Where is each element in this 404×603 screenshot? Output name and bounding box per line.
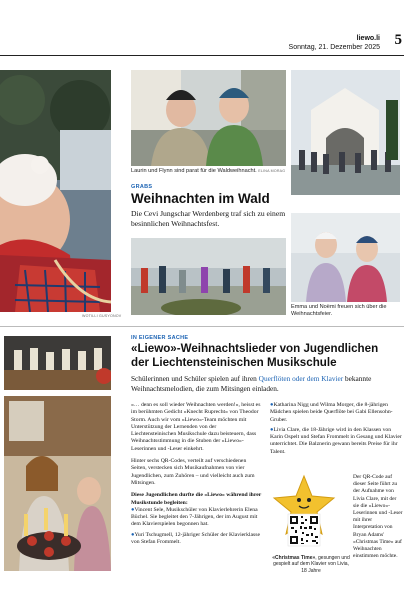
photo-church [291, 70, 400, 195]
bullet-dot: ● [131, 506, 135, 513]
col1-paragraph-2: Hinter sechs QR-Codes, verteilt auf verschiedenen Seiten, verstecken sich Musikaufnahmen von vier Jugendlichen, zum Zuhören – und vielleicht auch zum Mitsingen. [131, 458, 255, 486]
bullet-dot: ● [131, 531, 135, 538]
photo1-caption: Laurin und Flynn sind parat für die Waldweihnacht. ELINA MORAG [131, 168, 286, 174]
photo-girl-craft [4, 396, 111, 571]
weihnachten-headline: Weihnachten im Wald [131, 191, 270, 206]
article-column-1 [131, 402, 262, 551]
qr-side-text: Der QR-Code auf dieser Seite führt zu der Aufnahme von Livia Clare, mit der sie die «Liewo»-Leserinnen und -Leser mit ihrer Interpretation von Bryan Adams' «Christmas Time» auf Weihnachten einstimmen möchte. [353, 474, 403, 560]
bullet-livia: ●Livia Clare, die 18-Jährige wird in den Klassen von Karin Ospelt und Stefan Frommelt in Gesang und Klavier unterrichtet. Die Balznerin gewann bereits Preise für ihr Talent. [270, 426, 402, 455]
col1-paragraph-1: «… denn es soll wieder Weihnachten werden!», heisst es im berühmten Gedicht «Knecht Ruprecht» von Theodor Storm. Auch wir vom «Liewo»-Team möchten mit Unterstützung der Lernenden von der Liechtensteinischen Musikschule dazu beisteuern, dass Weihnachtsstimmung in die Stuben der «Liewo»-Leserinnen und -Leser einkehrt. [131, 402, 261, 452]
photo1-credit: ELINA MORAG [258, 169, 286, 173]
header-rule [0, 55, 404, 56]
photo-group-courtyard [131, 238, 286, 315]
issue-date: Sonntag, 21. Dezember 2025 [288, 44, 380, 51]
photo-laurin-flynn [131, 70, 286, 166]
grabs-kicker: GRABS [131, 184, 153, 190]
site-url: liewo.li [356, 35, 380, 42]
photo-woman-red-scarf [0, 70, 111, 312]
header-site-info [289, 34, 380, 52]
article-headline-line1: «Liewo»-Weihnachtslieder von Jugendlichen [131, 342, 379, 355]
lead-highlight: Querflöten oder dem Klavier [258, 374, 344, 383]
article-headline-line2: der Liechtensteinischen Musikschule [131, 356, 337, 369]
qr-caption: «Christmas Time», gesungen und gespielt auf dem Klavier von Livia, 18 Jahre [272, 555, 350, 574]
article-kicker: IN EIGENER SACHE [131, 335, 189, 341]
bullet-dot: ● [270, 426, 274, 433]
left-photo-credit: WOTILLI GUSYONOV [82, 314, 122, 318]
col1-subhead: Diese Jugendlichen durfte die «Liewo» während ihrer Musikstunde begleiten: [131, 492, 262, 506]
qr-caption-title: «Christmas Time» [272, 555, 316, 561]
article-column-2 [270, 402, 403, 461]
photo-nativity-figures [4, 336, 111, 390]
star-mascot-qr [272, 474, 336, 556]
photo4-caption: Emma und Noëmi freuen sich über die Weihnachtsfeier. [291, 304, 387, 317]
bullet-vincent: ●Vincent Sele, Musikschüler von Klavierlehrerin Elena Büchel. Sie begleitet den 7-Jährigen, der im August mit dem Klavierspielen begonnen hat. [131, 506, 258, 528]
article-headline [131, 342, 404, 370]
bullet-yuri: ●Yuri Tschugmell, 12-jähriger Schüler der Klavierklasse von Stefan Frommelt. [131, 531, 260, 546]
page-number: 5 [394, 32, 402, 48]
bullet-dot: ● [270, 402, 274, 408]
bullet-katharina-wilma: ●Katharina Nigg und Wilma Morger, die 8-jährigen Mädchen spielen beide Querflöte bei Gabi Ellensohn-Gruber. [270, 402, 393, 423]
section-divider [0, 326, 404, 327]
weihnachten-lead: Die Cevi Jungschar Werdenberg traf sich zu einem besinnlichen Weihnachtsfest. [131, 209, 286, 228]
article-lead: Schülerinnen und Schüler spielen auf ihren Querflöten oder dem Klavier bekannte Weihnachtsmelodien, die zum Mitsingen einladen. [131, 374, 372, 393]
photo-emma-noemi [291, 213, 400, 302]
